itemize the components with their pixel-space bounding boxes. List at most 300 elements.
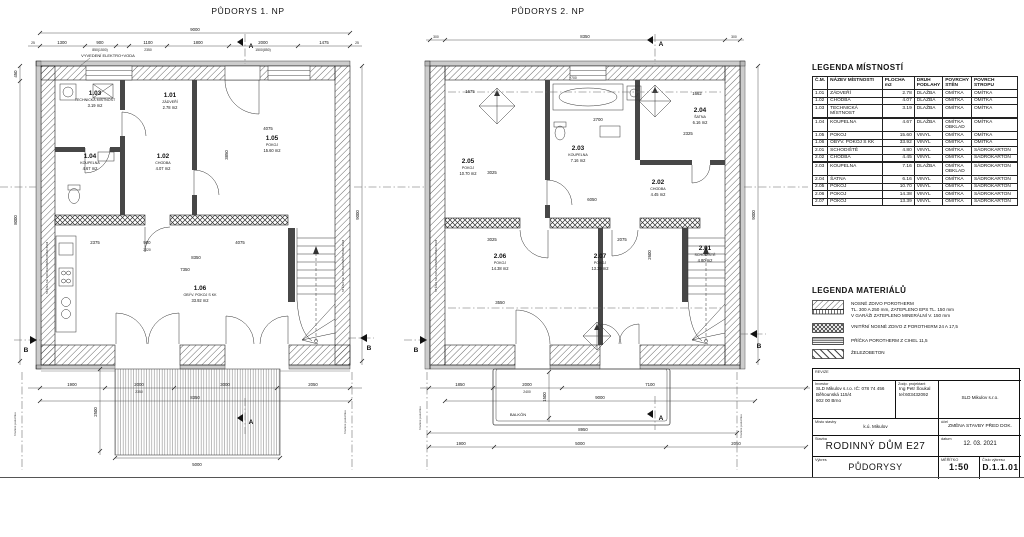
cell-room-number: 1.04 [813, 118, 828, 132]
crosshatch-swatch [812, 323, 844, 333]
section-marker-a: A [658, 41, 664, 48]
hatch-brick-swatch [812, 300, 844, 315]
investor-line: SLD Mikulov s.r.o. IČ: 078 74 456 [816, 386, 885, 391]
svg-text:1.03: 1.03 [88, 90, 102, 97]
cell-wall-finish: OMÍTKA [943, 154, 972, 162]
cell-room-name: KOUPELNA [828, 162, 883, 176]
table-header-row [813, 77, 1018, 90]
dim-label: 2700 [593, 117, 603, 122]
dim-label: 3000 [220, 382, 230, 387]
material-item [812, 337, 1022, 345]
svg-text:POKOJ: POKOJ [265, 143, 279, 147]
plan2-floor-plan [404, 5, 810, 470]
dim-label: 2050 [308, 382, 318, 387]
cell-ceiling-finish: SÁDROKARTON [971, 183, 1017, 191]
dim-label: 25 [31, 41, 35, 45]
cell-room-name: TECHNICKÁ MÍSTNOST [828, 105, 883, 119]
cell-area: 6.16 [882, 176, 914, 184]
right-column [810, 0, 1024, 537]
dim-label: 300 [433, 35, 439, 39]
cell-ceiling-finish: SÁDROKARTON [971, 154, 1017, 162]
plan2-doors [516, 165, 710, 344]
svg-text:1.06: 1.06 [193, 285, 207, 292]
toilet-icon [69, 189, 80, 204]
misto-label: Místo stavby [815, 420, 837, 424]
dim-label: 8350 [190, 395, 200, 400]
material-legend [812, 300, 1022, 363]
col-header: DRUH PODLAHY [914, 77, 942, 90]
room-label [693, 107, 709, 125]
svg-text:KOUPELNA: KOUPELNA [80, 161, 100, 165]
cell-ceiling-finish: OMÍTKA [971, 97, 1017, 105]
cell-ceiling-finish: SÁDROKARTON [971, 191, 1017, 199]
cell-room-name: SCHODIŠTĚ [828, 147, 883, 155]
cell-floor-type: DLAŽBA [914, 90, 942, 98]
cell-area: 3.19 [882, 105, 914, 119]
table-row [813, 191, 1018, 199]
dim-label: 9000 [751, 210, 756, 220]
room-label [183, 285, 217, 303]
dim-label: 25 [355, 41, 359, 45]
dim-label: 9000 [355, 210, 360, 220]
svg-text:KOUPELNA: KOUPELNA [568, 153, 588, 157]
cell-wall-finish: OMÍTKA OBKLAD [943, 118, 972, 132]
material-label: PŘÍČKA POROTHERM Z CIHEL 11,5 [851, 337, 928, 343]
dim-label: 7100 [645, 382, 655, 387]
cell-floor-type: VINYL [914, 176, 942, 184]
dim-label: 1475 [319, 40, 329, 45]
table-row [813, 105, 1018, 119]
ucel-cell [939, 419, 1021, 436]
washer-icon [60, 84, 76, 100]
room-label [155, 153, 171, 171]
cell-ceiling-finish: OMÍTKA [971, 105, 1017, 119]
plan1-fixtures [56, 84, 114, 332]
table-row [813, 118, 1018, 132]
cell-floor-type: VINYL [914, 191, 942, 199]
dim-label: 2350 [144, 48, 152, 52]
shared-wall-note: STĚNA SE SOUSEDNÍM OBJEKTEM [341, 239, 345, 293]
svg-text:1.04: 1.04 [83, 153, 97, 160]
balcony-label: BALKÓN [509, 412, 527, 417]
col-header: PLOCHA m2 [882, 77, 914, 90]
datum-label: datum [941, 437, 952, 441]
cell-floor-type: VINYL [914, 183, 942, 191]
projektant-line: tel:603432092 [899, 392, 929, 398]
cell-area: 4.45 [882, 154, 914, 162]
plan1-room-labels [75, 90, 281, 303]
svg-text:13.39 m2: 13.39 m2 [591, 266, 609, 271]
roof-slope-line [448, 92, 722, 308]
cell-floor-type: DLAŽBA [914, 162, 942, 176]
material-item [812, 349, 1022, 359]
section-arrow-icon [237, 38, 243, 46]
cell-room-name: ŠATNA [828, 176, 883, 184]
dim-label: 4075 [263, 126, 273, 131]
dim-label: 5000 [192, 462, 202, 467]
svg-text:2.03: 2.03 [571, 145, 585, 152]
dim-label: 7350 [180, 267, 190, 272]
cell-floor-type: VINYL [914, 198, 942, 206]
plan1-floor-plan [0, 5, 426, 470]
svg-text:10.70 m2: 10.70 m2 [459, 171, 477, 176]
cell-room-name: POKOJ [828, 132, 883, 140]
investor-line: 602 00 Brno [816, 398, 842, 404]
title-block [812, 368, 1020, 478]
dim-label: 2600 [647, 250, 652, 260]
section-arrow-icon [647, 36, 653, 44]
cell-wall-finish: OMÍTKA [943, 90, 972, 98]
svg-text:1.01: 1.01 [163, 92, 177, 99]
dim-label: 1300 [57, 40, 67, 45]
cell-floor-type: DLAŽBA [914, 105, 942, 119]
cell-area: 4.80 [882, 147, 914, 155]
property-line-label: hranice pozemku [739, 414, 743, 438]
material-item [812, 300, 1022, 319]
svg-text:2.04: 2.04 [693, 107, 707, 114]
cell-room-number: 2.04 [813, 176, 828, 184]
diagonal-bold-swatch [812, 349, 844, 359]
cell-ceiling-finish: SÁDROKARTON [971, 198, 1017, 206]
svg-text:SCHODIŠTĚ: SCHODIŠTĚ [694, 253, 716, 257]
cell-room-number: 2.03 [813, 162, 828, 176]
material-label: NOSNÉ ZDIVO POROTHERM TL. 300 A 250 mm, ZATEPLENO EPS TL. 150 mm V GARÁŽI ZATEPLENO MINERÁLNÍ V. 150 mm [851, 301, 954, 318]
svg-text:OBÝV. POKOJ S KK: OBÝV. POKOJ S KK [183, 293, 217, 297]
svg-text:7.16 m2: 7.16 m2 [570, 158, 586, 163]
cell-area: 14.38 [882, 191, 914, 199]
dim-label: +700 [569, 76, 577, 80]
projektant-label: Zodp. projektant [898, 382, 926, 386]
cell-wall-finish: OMÍTKA [943, 132, 972, 140]
room-label [568, 145, 588, 163]
cell-room-number: 1.03 [813, 105, 828, 119]
dim-label: 1500(850) [255, 48, 271, 52]
plan2-title: PŮDORYS 2. NP [511, 6, 585, 16]
table-row [813, 154, 1018, 162]
cell-room-number: 2.05 [813, 183, 828, 191]
cell-wall-finish: OMÍTKA [943, 176, 972, 184]
svg-text:2.05: 2.05 [461, 158, 475, 165]
cell-room-name: CHODBA [828, 154, 883, 162]
cell-area: 10.70 [882, 183, 914, 191]
dim-label: 2350 [135, 390, 143, 394]
cell-floor-type: VINYL [914, 147, 942, 155]
room-label [459, 158, 477, 176]
section-arrow-icon [750, 330, 757, 338]
cell-room-name: KOUPELNA [828, 118, 883, 132]
dim-label: 1662 [692, 91, 702, 96]
section-marker-b: B [413, 347, 419, 354]
investor-label: Investor [815, 382, 829, 386]
cell-room-number: 1.01 [813, 90, 828, 98]
cell-room-name: OBÝV. POKOJ S KK [828, 139, 883, 147]
room-label [695, 245, 717, 263]
table-row [813, 183, 1018, 191]
material-item [812, 323, 1022, 333]
dim-label: 1675 [465, 89, 475, 94]
cell-ceiling-finish: OMÍTKA [971, 118, 1017, 132]
cell-floor-type: VINYL [914, 132, 942, 140]
table-row [813, 162, 1018, 176]
svg-text:2.06: 2.06 [493, 253, 507, 260]
project-title: RODINNÝ DŮM E27 [825, 441, 926, 452]
cell-wall-finish: OMÍTKA [943, 105, 972, 119]
datum-value: 12. 03. 2021 [963, 441, 997, 447]
dim-label: 2050 [731, 441, 741, 446]
property-line-label: hranice pozemku [418, 406, 422, 430]
svg-text:POKOJ: POKOJ [461, 166, 475, 170]
room-legend-table [812, 76, 1018, 206]
dim-label: 1900 [456, 441, 466, 446]
dim-label: 2400 [523, 390, 531, 394]
property-line-label: hranice pozemku [343, 410, 347, 434]
dim-label: 1900 [67, 382, 77, 387]
svg-text:1.05: 1.05 [265, 135, 279, 142]
table-row [813, 198, 1018, 206]
svg-text:4.07 m2: 4.07 m2 [155, 166, 171, 171]
svg-text:POKOJ: POKOJ [493, 261, 507, 265]
dim-label: 2375 [90, 240, 100, 245]
dim-label: 4075 [235, 240, 245, 245]
cell-wall-finish: OMÍTKA [943, 147, 972, 155]
shared-wall-note: STĚNA SE SOUSEDNÍM OBJEKTEM [45, 241, 49, 295]
room-label [650, 179, 666, 197]
cell-wall-finish: OMÍTKA OBKLAD [943, 162, 972, 176]
firm-name: SLD Mikulov s.r.o. [961, 395, 999, 400]
cell-floor-type: VINYL [914, 139, 942, 147]
svg-text:4.45 m2: 4.45 m2 [650, 192, 666, 197]
roof-window-icon [479, 88, 515, 124]
revize-cell [813, 369, 1021, 381]
section-marker-b: B [756, 343, 762, 350]
svg-text:2.02: 2.02 [651, 179, 665, 186]
plan1-dimensions [13, 27, 364, 467]
cell-ceiling-finish: SÁDROKARTON [971, 147, 1017, 155]
plan2-annotations [418, 187, 808, 470]
dim-label: 300 [731, 35, 737, 39]
svg-text:3.19 m2: 3.19 m2 [87, 103, 103, 108]
cell-wall-finish: OMÍTKA [943, 97, 972, 105]
ucel-value: ZMĚNA STAVBY PŘED DOK. [948, 424, 1012, 429]
plan2-room-labels [459, 107, 716, 271]
table-row [813, 132, 1018, 140]
col-header: POVRCH STROPU [971, 77, 1017, 90]
section-marker-a: A [248, 419, 254, 426]
room-label [162, 92, 178, 110]
cell-room-name: POKOJ [828, 183, 883, 191]
svg-text:1.02: 1.02 [156, 153, 170, 160]
svg-text:CHODBA: CHODBA [650, 187, 666, 191]
cell-room-name: CHODBA [828, 97, 883, 105]
cell-ceiling-finish: SÁDROKARTON [971, 176, 1017, 184]
cell-room-number: 2.02 [813, 154, 828, 162]
cell-ceiling-finish: OMÍTKA [971, 90, 1017, 98]
dim-label: 8350 [580, 34, 590, 39]
dim-label: 1100 [143, 40, 153, 45]
investor-line: Běhounská 115/4 [816, 392, 852, 398]
roof-window-icon [639, 85, 671, 117]
revize-label: REVIZE [815, 370, 829, 374]
plan1-title: PŮDORYS 1. NP [211, 6, 285, 16]
svg-text:2.78 m2: 2.78 m2 [162, 105, 178, 110]
cell-room-name: POKOJ [828, 198, 883, 206]
dim-label: 900 [143, 240, 151, 245]
dim-label: 900 [96, 40, 104, 45]
dim-label: 2000 [522, 382, 532, 387]
plan2-fixtures [448, 84, 722, 350]
svg-text:15.60 m2: 15.60 m2 [263, 148, 281, 153]
misto-value: k.ú. Mikulov [863, 424, 888, 429]
plan1-walls [36, 61, 350, 371]
sink-icon [98, 152, 114, 161]
svg-text:4.80 m2: 4.80 m2 [697, 258, 713, 263]
cell-area: 4.07 [882, 97, 914, 105]
sink-icon [600, 126, 620, 137]
ucel-label: účel [941, 420, 948, 424]
dim-label: 6050 [587, 197, 597, 202]
dim-label: 2325 [683, 131, 693, 136]
col-header: NÁZEV MÍSTNOSTI [828, 77, 883, 90]
table-row [813, 176, 1018, 184]
dim-label: 3025 [487, 237, 497, 242]
section-marker-b: B [23, 347, 29, 354]
hlines-swatch [812, 337, 844, 345]
svg-text:6.16 m2: 6.16 m2 [692, 120, 708, 125]
drawing-name: PŮDORYSY [848, 462, 903, 472]
svg-text:2.07: 2.07 [593, 253, 607, 260]
meritko-label: MĚŘÍTKO [941, 458, 959, 462]
room-label [491, 253, 509, 271]
section-marker-a: A [658, 415, 664, 422]
svg-text:4.67 m2: 4.67 m2 [82, 166, 98, 171]
plan2-dimensions [420, 34, 810, 449]
material-label: ŽELEZOBETON [851, 349, 885, 355]
dim-label: 2500 [93, 407, 98, 417]
dim-label: 2000 [258, 40, 268, 45]
dim-label: 3025 [487, 170, 497, 175]
cell-floor-type: DLAŽBA [914, 97, 942, 105]
table-row [813, 139, 1018, 147]
plan1-stairs [297, 228, 335, 344]
toilet-icon [555, 126, 565, 140]
dim-label: 8950 [578, 427, 588, 432]
plan2-section-markers [404, 34, 766, 430]
material-label: VNITŘNÍ NOSNÉ ZDIVO Z POROTHERM 24 A 17,5 [851, 323, 958, 329]
cell-wall-finish: OMÍTKA [943, 139, 972, 147]
vykres-label: Výkres [815, 458, 827, 462]
cell-area: 33.92 [882, 139, 914, 147]
material-legend-title: LEGENDA MATERIÁLŮ [812, 286, 907, 295]
cell-floor-type: DLAŽBA [914, 118, 942, 132]
cell-room-number: 1.06 [813, 139, 828, 147]
stove-icon [59, 268, 73, 286]
property-line-label: hranice pozemku [13, 412, 17, 436]
cell-area: 2.78 [882, 90, 914, 98]
cell-room-name: POKOJ [828, 191, 883, 199]
dim-label: 3550 [495, 300, 505, 305]
shared-wall-note: STĚNA SE SOUSEDNÍM OBJEKTEM [434, 239, 438, 293]
cell-wall-finish: OMÍTKA [943, 198, 972, 206]
table-row [813, 97, 1018, 105]
dim-label: 1850 [455, 382, 465, 387]
svg-text:CHODBA: CHODBA [155, 161, 171, 165]
projektant-line: Ing Petr Šoukal [899, 386, 931, 391]
cell-room-number: 1.02 [813, 97, 828, 105]
dim-label: 2000 [134, 382, 144, 387]
dim-label: 850(1500) [92, 48, 108, 52]
datum-cell [939, 436, 1021, 457]
cell-area: 13.39 [882, 198, 914, 206]
svg-text:2.01: 2.01 [698, 245, 712, 252]
dim-label: 5000 [575, 441, 585, 446]
dim-label: 8350 [191, 255, 201, 260]
cell-wall-finish: OMÍTKA [943, 183, 972, 191]
sheet-border-line [0, 477, 1024, 478]
cell-room-number: 1.05 [813, 132, 828, 140]
scale-value: 1:50 [948, 462, 969, 472]
cell-room-number: 2.07 [813, 198, 828, 206]
cell-area: 15.60 [882, 132, 914, 140]
dim-label: 9000 [595, 395, 605, 400]
room-label [263, 135, 281, 153]
room-label [591, 253, 609, 271]
dim-label: 2075 [617, 237, 627, 242]
plan1-doors [82, 80, 288, 344]
firm-cell [939, 381, 1021, 419]
cell-floor-type: VINYL [914, 154, 942, 162]
stavba-label: Stavba [815, 437, 827, 441]
section-marker-b: B [366, 345, 372, 352]
cell-ceiling-finish: SÁDROKARTON [971, 162, 1017, 176]
dim-label: 3850 [224, 150, 229, 160]
investor-cell [813, 381, 896, 419]
table-row [813, 147, 1018, 155]
vykres-cell [813, 457, 939, 479]
svg-text:TECHNICKÁ MÍSTNOST: TECHNICKÁ MÍSTNOST [74, 98, 116, 102]
dim-label: 8000 [13, 215, 18, 225]
dim-label: 2020 [143, 248, 151, 252]
cislo-label: Číslo výkresu [982, 458, 1005, 462]
meritko-cell [939, 457, 980, 479]
misto-cell [813, 419, 939, 436]
svg-text:ZÁDVEŘÍ: ZÁDVEŘÍ [162, 100, 178, 104]
col-header: Č.M. [813, 77, 828, 90]
cislo-cell [980, 457, 1021, 479]
room-label [75, 90, 116, 108]
section-marker-a: A [248, 43, 254, 50]
section-arrow-icon [360, 334, 367, 342]
cell-area: 4.67 [882, 118, 914, 132]
cell-room-name: ZÁDVEŘÍ [828, 90, 883, 98]
cell-area: 7.16 [882, 162, 914, 176]
cell-wall-finish: OMÍTKA [943, 191, 972, 199]
dim-label: 450 [13, 70, 18, 78]
cell-ceiling-finish: OMÍTKA [971, 132, 1017, 140]
projektant-cell [896, 381, 939, 419]
drawing-number: D.1.1.01 [982, 462, 1019, 472]
svg-text:ŠATNA: ŠATNA [694, 115, 706, 119]
dim-label: 1800 [193, 40, 203, 45]
section-arrow-icon [647, 410, 653, 418]
cell-ceiling-finish: OMÍTKA [971, 139, 1017, 147]
room-legend-title: LEGENDA MÍSTNOSTÍ [812, 63, 904, 72]
elektro-note: VYVEDENÍ ELEKTRO+VODA [81, 53, 135, 58]
room-label [80, 153, 100, 171]
cell-room-number: 2.01 [813, 147, 828, 155]
dim-label: 9000 [190, 27, 200, 32]
svg-text:POKOJ: POKOJ [593, 261, 607, 265]
cell-room-number: 2.06 [813, 191, 828, 199]
